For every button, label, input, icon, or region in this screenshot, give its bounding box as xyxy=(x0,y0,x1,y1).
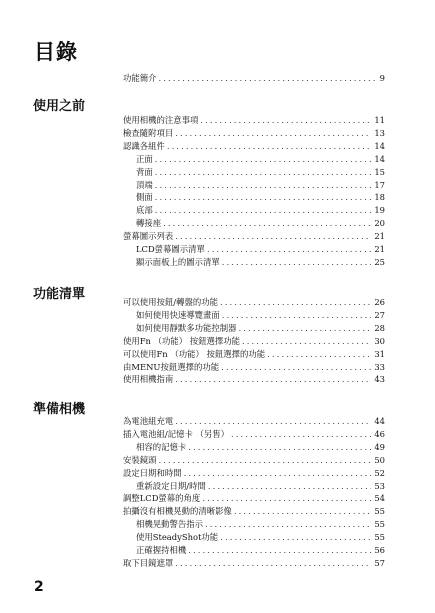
toc-entry[interactable] xyxy=(136,309,385,321)
toc-entry-label: 使用相機指南 xyxy=(123,374,174,385)
toc-entry-page: 53 xyxy=(374,480,385,491)
toc-entry-label: 為電池組充電 xyxy=(123,416,174,426)
toc-entry-label: 螢幕圖示列表 xyxy=(123,231,174,242)
toc-entry[interactable] xyxy=(136,153,385,165)
toc-entry-page: 31 xyxy=(374,348,385,359)
toc-entry-page: 26 xyxy=(374,297,385,307)
dot-leader xyxy=(175,416,371,426)
dot-leader xyxy=(208,481,372,491)
toc-entry-label: 如何使用快速導覽畫面 xyxy=(136,309,220,320)
toc-entry-label: 調整LCD螢幕的角度 xyxy=(123,493,201,504)
toc-entry-page: 43 xyxy=(374,374,385,385)
toc-entry-page: 25 xyxy=(374,256,385,267)
toc-entry[interactable] xyxy=(136,204,385,216)
dot-leader xyxy=(175,231,371,241)
toc-entry[interactable] xyxy=(123,492,385,504)
section-heading: 使用之前 xyxy=(33,99,86,114)
toc-entry[interactable] xyxy=(136,518,385,530)
toc-entry-page: 55 xyxy=(374,506,385,517)
toc-entry[interactable] xyxy=(123,361,385,373)
toc-entry[interactable] xyxy=(136,179,385,191)
toc-entry[interactable] xyxy=(136,217,385,229)
dot-leader xyxy=(207,244,371,254)
toc-entry[interactable] xyxy=(123,557,385,569)
toc-entry-page: 33 xyxy=(374,361,385,372)
toc-entry[interactable] xyxy=(123,127,385,139)
toc-entry-page: 44 xyxy=(374,416,385,426)
dot-leader xyxy=(188,442,371,452)
toc-entry-label: 如何使用靜默多功能控制器 xyxy=(136,322,237,333)
toc-entry[interactable] xyxy=(136,191,385,203)
toc-entry-page: 15 xyxy=(374,166,385,177)
dot-leader xyxy=(175,128,371,138)
toc-entry-label: 相容的記憶卡 xyxy=(136,441,187,452)
toc-entry[interactable] xyxy=(123,415,385,427)
toc-entry[interactable] xyxy=(136,256,385,268)
toc-entry-page: 46 xyxy=(374,428,385,439)
toc-entry-page: 57 xyxy=(374,557,385,568)
toc-entry-label: 使用SteadyShot功能 xyxy=(136,532,219,543)
toc-entry-label: 可以使用Fn （功能） 按鈕選擇的功能 xyxy=(123,348,266,359)
toc-entry-label: 使用相機的注意事項 xyxy=(123,115,199,125)
dot-leader xyxy=(159,73,377,83)
toc-entry-page: 20 xyxy=(374,218,385,229)
toc-entry-label: 使用Fn （功能） 按鈕選擇功能 xyxy=(123,335,241,346)
toc-entry-label: 安裝鏡頭 xyxy=(123,454,157,465)
dot-leader xyxy=(222,310,372,320)
toc-entry-label: 正確握持相機 xyxy=(136,545,187,555)
toc-entry[interactable] xyxy=(136,166,385,178)
toc-entry-label: 相機晃動警告指示 xyxy=(136,519,203,530)
toc-entry-page: 14 xyxy=(374,140,385,151)
toc-entry-page: 19 xyxy=(374,205,385,216)
toc-entry-page: 28 xyxy=(374,322,385,333)
toc-entry-page: 56 xyxy=(374,545,385,555)
dot-leader xyxy=(184,468,372,478)
toc-entry[interactable] xyxy=(123,72,385,84)
toc-entry-page: 30 xyxy=(374,335,385,346)
toc-entry[interactable] xyxy=(136,322,385,334)
toc-entry[interactable] xyxy=(123,230,385,242)
toc-entry[interactable] xyxy=(136,243,385,255)
toc-entry-page: 21 xyxy=(374,231,385,242)
toc-entry-page: 9 xyxy=(379,73,385,83)
dot-leader xyxy=(155,167,372,177)
toc-entry-page: 17 xyxy=(374,179,385,190)
toc-entry-label: 插入電池組/記憶卡 （另售） xyxy=(123,428,229,439)
toc-entry[interactable] xyxy=(123,348,385,360)
dot-leader xyxy=(242,336,371,346)
toc-entry-label: 可以使用按鈕/轉盤的功能 xyxy=(123,297,218,307)
dot-leader xyxy=(222,257,372,267)
dot-leader xyxy=(200,115,371,125)
dot-leader xyxy=(267,349,371,359)
toc-entry-label: LCD螢幕圖示清單 xyxy=(136,244,205,254)
toc-entry[interactable] xyxy=(123,454,385,466)
toc-entry-page: 49 xyxy=(374,441,385,452)
toc-entry[interactable] xyxy=(136,531,385,543)
dot-leader xyxy=(221,362,371,372)
toc-entry[interactable] xyxy=(136,544,385,556)
page-number: 2 xyxy=(34,579,44,595)
toc-entry-page: 14 xyxy=(374,153,385,164)
dot-leader xyxy=(155,180,372,190)
dot-leader xyxy=(155,205,372,215)
toc-entry-page: 27 xyxy=(374,309,385,320)
toc-entry-page: 21 xyxy=(374,244,385,254)
toc-entry-page: 13 xyxy=(374,127,385,138)
dot-leader xyxy=(175,558,371,568)
toc-entry-page: 50 xyxy=(374,454,385,465)
section-heading: 功能清單 xyxy=(33,287,86,302)
toc-entry[interactable] xyxy=(123,140,385,152)
dot-leader xyxy=(220,297,371,307)
toc-entry[interactable] xyxy=(123,373,385,385)
toc-entry-label: 設定日期和時間 xyxy=(123,467,182,478)
page-title: 目錄 xyxy=(34,40,78,64)
toc-entry-label: 顯示面板上的圖示清單 xyxy=(136,256,220,267)
toc-entry[interactable] xyxy=(123,296,385,308)
toc-entry[interactable] xyxy=(136,480,385,492)
toc-entry-page: 55 xyxy=(374,519,385,530)
toc-entry-label: 頂端 xyxy=(136,179,153,190)
toc-entry-label: 側面 xyxy=(136,192,153,203)
toc-entry-page: 55 xyxy=(374,532,385,543)
toc-entry[interactable] xyxy=(123,428,385,440)
toc-entry-label: 檢查隨附項目 xyxy=(123,127,174,138)
toc-entry-page: 18 xyxy=(374,192,385,203)
toc-entry-page: 54 xyxy=(374,493,385,504)
toc-entry-label: 正面 xyxy=(136,153,153,164)
toc-entry[interactable] xyxy=(123,505,385,517)
toc-entry-page: 11 xyxy=(374,115,385,125)
dot-leader xyxy=(163,218,371,228)
dot-leader xyxy=(155,192,372,202)
toc-entry-label: 認識各組件 xyxy=(123,140,165,151)
dot-leader xyxy=(231,429,371,439)
dot-leader xyxy=(239,323,372,333)
toc-entry-label: 功能簡介 xyxy=(123,73,157,83)
toc-entry[interactable] xyxy=(123,467,385,479)
dot-leader xyxy=(234,506,371,516)
dot-leader xyxy=(167,141,371,151)
toc-entry-page: 52 xyxy=(374,467,385,478)
toc-entry[interactable] xyxy=(123,335,385,347)
dot-leader xyxy=(155,154,372,164)
toc-entry-label: 拍攝沒有相機晃動的清晰影像 xyxy=(123,506,232,517)
dot-leader xyxy=(175,374,371,384)
dot-leader xyxy=(220,532,371,542)
toc-entry-label: 取下目鏡遮罩 xyxy=(123,557,174,568)
toc-entry[interactable] xyxy=(123,114,385,126)
toc-entry-label: 底部 xyxy=(136,205,153,216)
dot-leader xyxy=(205,519,371,529)
toc-entry-label: 轉接座 xyxy=(136,218,162,229)
dot-leader xyxy=(188,545,371,555)
toc-entry-label: 重新設定日期/時間 xyxy=(136,480,206,491)
section-heading: 準備相機 xyxy=(33,402,86,417)
toc-entry[interactable] xyxy=(136,441,385,453)
dot-leader xyxy=(202,493,371,503)
toc-entry-label: 由MENU按鈕選擇的功能 xyxy=(123,361,220,372)
toc-entry-label: 背面 xyxy=(136,166,153,177)
dot-leader xyxy=(159,455,372,465)
